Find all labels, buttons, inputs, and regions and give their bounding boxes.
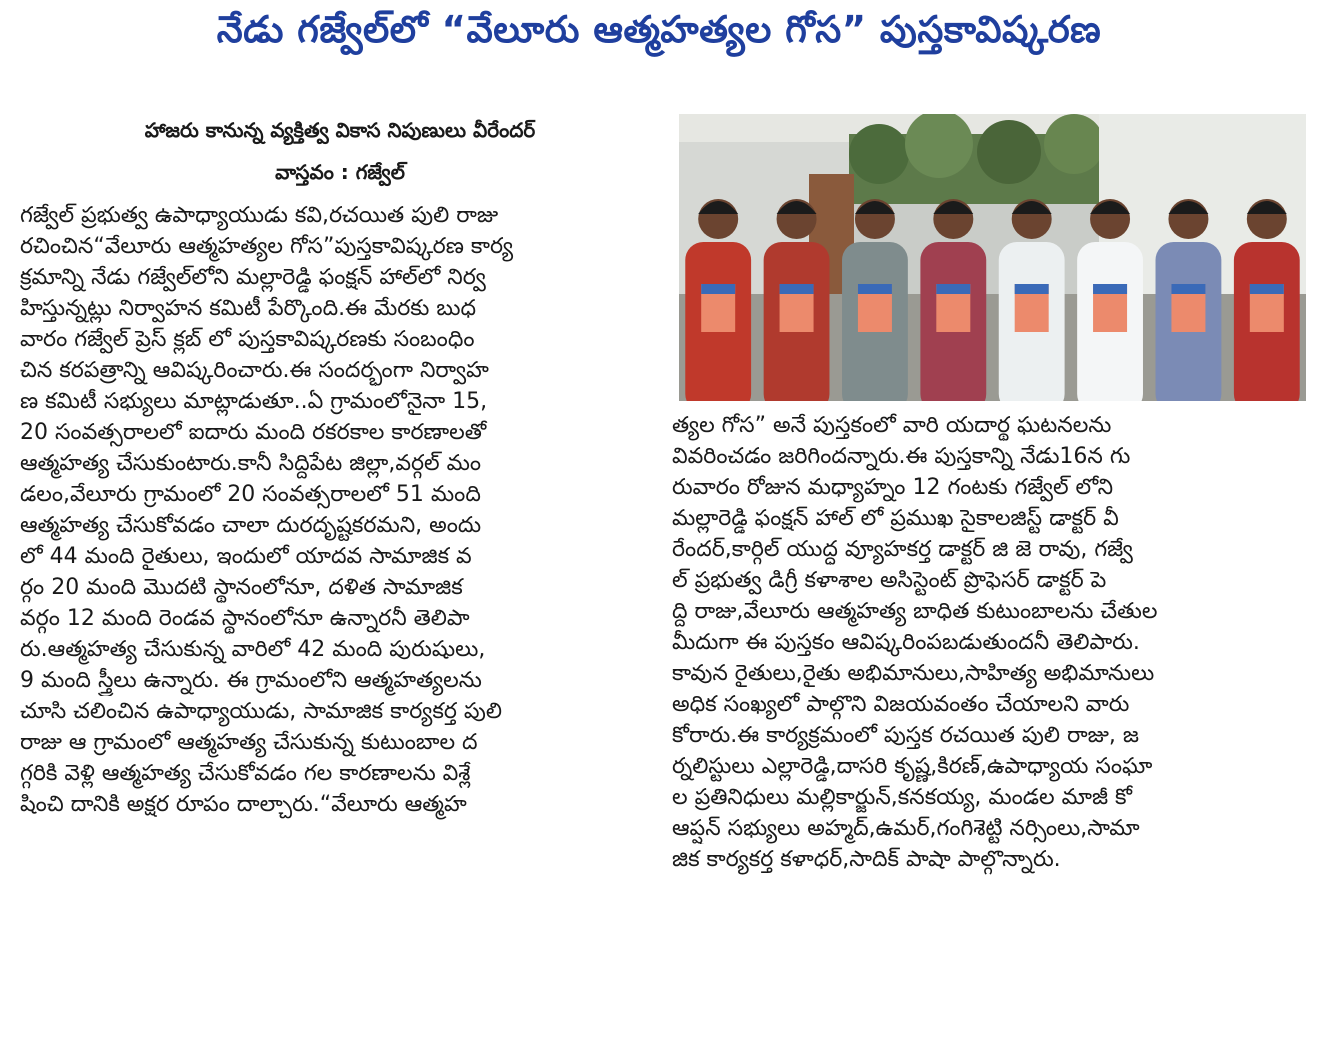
article-line: మల్లారెడ్డి ఫంక్షన్ హాల్ లో ప్రముఖ సైకాలజిస్ట్ డాక్టర్ వీ [672, 506, 1119, 531]
article-line: హిస్తున్నట్లు నిర్వాహన కమిటీ పేర్కొంది.ఈ మేరకు బుధ [20, 296, 477, 321]
article-line: 20 సంవత్సరాలలో ఐదారు మంది రకరకాల కారణాలతో [20, 420, 487, 445]
article-line: 9 మంది స్త్రీలు ఉన్నారు. ఈ గ్రామంలోని ఆత్మహత్యలను [20, 668, 482, 693]
dateline: వాస్తవం : గజ్వేల్ [275, 160, 405, 184]
article-right-column [672, 410, 1312, 875]
article-line: మీదుగా ఈ పుస్తకం ఆవిష్కరింపబడుతుందనీ తెలిపారు. [672, 630, 1140, 655]
article-line: చూసి చలించిన ఉపాధ్యాయుడు, సామాజిక కార్యకర్త పులి [20, 699, 502, 724]
article-line: రు.ఆత్మహత్య చేసుకున్న వారిలో 42 మంది పురుషులు, [20, 637, 486, 662]
article-line: ర్గం 20 మంది మొదటి స్థానంలోనూ, దళిత సామాజిక [20, 575, 463, 600]
article-line: గ్గరికి వెళ్లి ఆత్మహత్య చేసుకోవడం గల కారణాలను విశ్లే [20, 761, 471, 786]
article-line: వివరించడం జరిగిందన్నారు.ఈ పుస్తకాన్ని నేడు16న గు [672, 444, 1131, 469]
article-line: కోరారు.ఈ కార్యక్రమంలో పుస్తక రచయిత పులి రాజు, జ [672, 723, 1139, 748]
article-line: షించి దానికి అక్షర రూపం దాల్చారు.“వేలూరు ఆత్మహ [20, 792, 467, 817]
article-line: ఆత్మహత్య చేసుకుంటారు.కానీ సిద్దిపేట జిల్లా,వర్గల్ మం [20, 451, 482, 476]
article-line: వర్గం 12 మంది రెండవ స్థానంలోనూ ఉన్నారనీ తెలిపా [20, 606, 470, 631]
article-line: లో 44 మంది రైతులు, ఇందులో యాదవ సామాజిక వ [20, 544, 472, 569]
article-line: ఆత్మహత్య చేసుకోవడం చాలా దురదృష్టకరమని, అందు [20, 513, 482, 538]
subheadline: హాజరు కానున్న వ్యక్తిత్వ వికాస నిపుణులు వీరేందర్ [144, 118, 536, 142]
article-line: ర్నలిస్టులు ఎల్లారెడ్డి,దాసరి కృష్ణ,కిరణ్,ఉపాధ్యాయ సంఘా [672, 754, 1153, 779]
article-line: క్రమాన్ని నేడు గజ్వేల్‌లోని మల్లారెడ్డి ఫంక్షన్ హాల్‌లో నిర్వ [20, 265, 486, 290]
article-line: గజ్వేల్ ప్రభుత్వ ఉపాధ్యాయుడు కవి,రచయిత పులి రాజు [20, 203, 499, 228]
headline: నేడు గజ్వేల్‌లో “వేలూరు ఆత్మహత్యల గోస” పుస్తకావిష్కరణ [216, 8, 1102, 51]
article-line: ద్ది రాజు,వేలూరు ఆత్మహత్య బాధిత కుటుంబాలను చేతుల [672, 599, 1158, 624]
article-line: రేందర్,కార్గిల్ యుద్ధ వ్యూహకర్త డాక్టర్ జి జె రావు, గజ్వే [672, 537, 1133, 562]
article-line: వారం గజ్వేల్ ప్రెస్ క్లబ్ లో పుస్తకావిష్కరణకు సంబంధిం [20, 327, 475, 352]
article-line: కావున రైతులు,రైతు అభిమానులు,సాహిత్య అభిమానులు [672, 661, 1155, 686]
article-line: అధిక సంఖ్యలో పాల్గొని విజయవంతం చేయాలని వారు [672, 692, 1130, 717]
news-photo [679, 114, 1306, 401]
group-photo-illustration [679, 114, 1306, 401]
article-line: ఆప్షన్ సభ్యులు అహ్మద్,ఉమర్,గంగిశెట్టి నర్సింలు,సామా [672, 816, 1140, 841]
article-line: రువారం రోజున మధ్యాహ్నం 12 గంటకు గజ్వేల్ లోని [672, 475, 1114, 500]
article-line: రాజు ఆ గ్రామంలో ఆత్మహత్య చేసుకున్న కుటుంబాల ద [20, 730, 478, 755]
article-line: చిన కరపత్రాన్ని ఆవిష్కరించారు.ఈ సందర్భంగా నిర్వాహ [20, 358, 489, 383]
article-left-column [20, 200, 645, 820]
article-line: త్యల గోస” అనే పుస్తకంలో వారి యదార్థ ఘటనలను [672, 413, 1112, 438]
article-line: ణ కమిటీ సభ్యులు మాట్లాడుతూ..ఏ గ్రామంలోనైనా 15, [20, 389, 488, 414]
article-line: రచించిన“వేలూరు ఆత్మహత్యల గోస”పుస్తకావిష్కరణ కార్య [20, 234, 514, 259]
article-line: జిక కార్యకర్త కళాధర్,సాదిక్ పాషా పాల్గొన్నారు. [672, 847, 1061, 872]
article-line: ల్ ప్రభుత్వ డిగ్రీ కళాశాల అసిస్టెంట్ ప్రొఫెసర్ డాక్టర్ పె [672, 568, 1107, 593]
article-line: ల ప్రతినిధులు మల్లికార్జున్,కనకయ్య, మండల మాజీ కో [672, 785, 1133, 810]
article-line: డలం,వేలూరు గ్రామంలో 20 సంవత్సరాలలో 51 మంది [20, 482, 481, 507]
